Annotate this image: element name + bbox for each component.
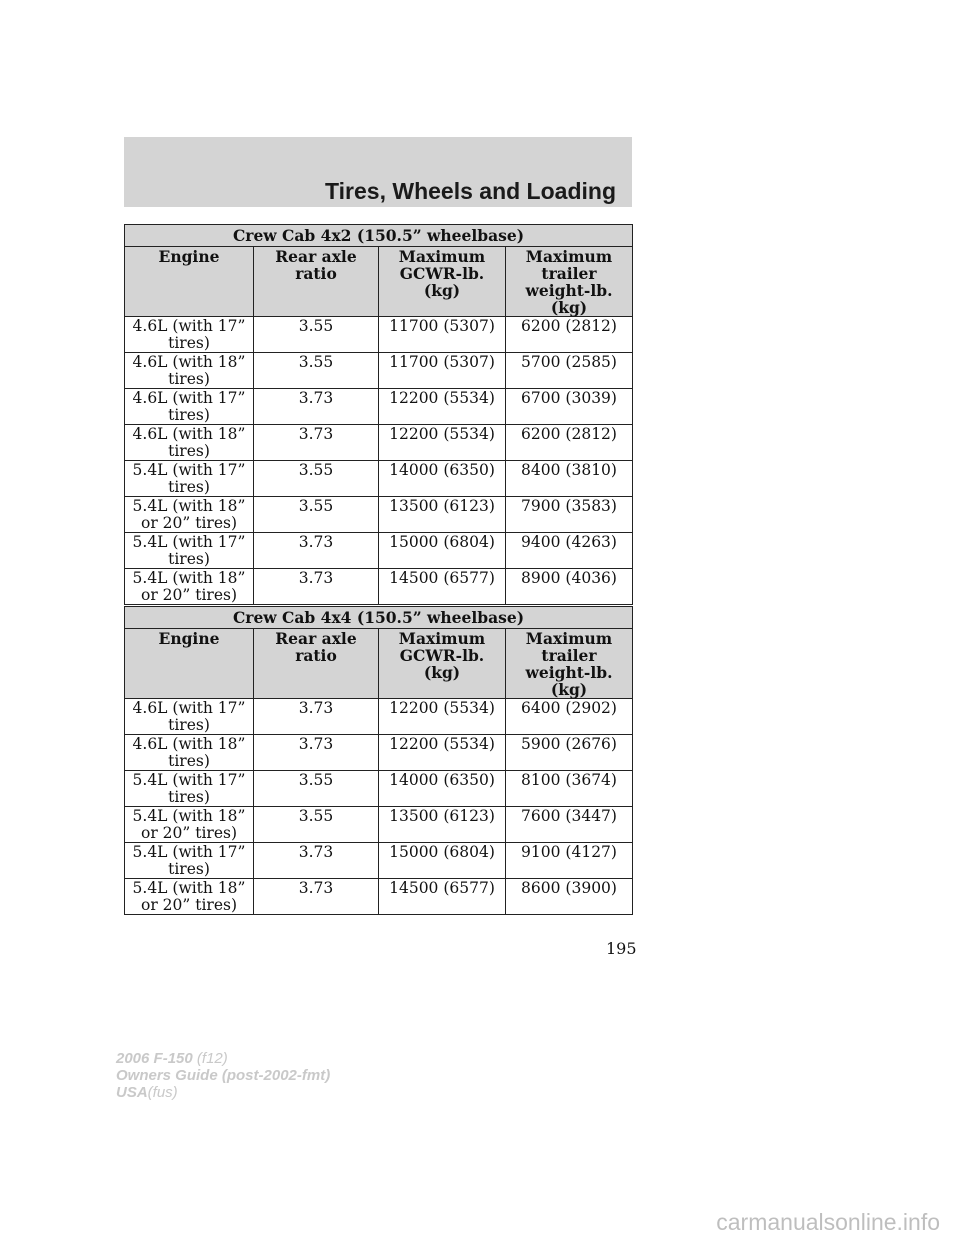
column-header-axle-ratio: Rear axle ratio [254,629,379,699]
gcwr-cell: 14500 (6577) [379,569,506,605]
footer-model-code: (f12) [196,1050,228,1067]
table-title: Crew Cab 4x2 (150.5” wheelbase) [125,225,633,247]
footer-region-code: (fus) [147,1084,178,1101]
axle-ratio-cell: 3.55 [254,807,379,843]
towing-table-crew-cab-4x2 [124,224,633,605]
document-footer [116,1050,330,1101]
axle-ratio-cell: 3.55 [254,771,379,807]
engine-cell: 4.6L (with 18” tires) [125,425,254,461]
watermark: carmanualsonline.info [716,1209,940,1235]
footer-guide-name: Owners Guide (post-2002-fmt) [116,1067,331,1084]
trailer-weight-cell: 9400 (4263) [506,533,633,569]
gcwr-cell: 12200 (5534) [379,699,506,735]
engine-cell: 5.4L (with 18” or 20” tires) [125,807,254,843]
table-row [125,569,633,605]
table-row [125,461,633,497]
axle-ratio-cell: 3.55 [254,317,379,353]
engine-cell: 4.6L (with 17” tires) [125,389,254,425]
table-row [125,879,633,915]
table-row [125,807,633,843]
table-row [125,533,633,569]
axle-ratio-cell: 3.73 [254,533,379,569]
trailer-weight-cell: 5700 (2585) [506,353,633,389]
trailer-weight-cell: 6700 (3039) [506,389,633,425]
engine-cell: 5.4L (with 18” or 20” tires) [125,569,254,605]
axle-ratio-cell: 3.73 [254,879,379,915]
column-header-gcwr: Maximum GCWR-lb. (kg) [379,247,506,317]
column-header-axle-ratio: Rear axle ratio [254,247,379,317]
column-header-gcwr: Maximum GCWR-lb. (kg) [379,629,506,699]
engine-cell: 5.4L (with 18” or 20” tires) [125,879,254,915]
engine-cell: 5.4L (with 17” tires) [125,461,254,497]
gcwr-cell: 15000 (6804) [379,533,506,569]
page-number: 195 [606,939,637,958]
gcwr-cell: 14500 (6577) [379,879,506,915]
trailer-weight-cell: 8600 (3900) [506,879,633,915]
table-row [125,699,633,735]
axle-ratio-cell: 3.73 [254,569,379,605]
engine-cell: 5.4L (with 17” tires) [125,771,254,807]
trailer-weight-cell: 8400 (3810) [506,461,633,497]
table-title: Crew Cab 4x4 (150.5” wheelbase) [125,607,633,629]
trailer-weight-cell: 8900 (4036) [506,569,633,605]
column-header-trailer-weight: Maximum trailer weight-lb. (kg) [506,629,633,699]
table-row [125,425,633,461]
engine-cell: 4.6L (with 18” tires) [125,353,254,389]
gcwr-cell: 15000 (6804) [379,843,506,879]
engine-cell: 4.6L (with 18” tires) [125,735,254,771]
axle-ratio-cell: 3.73 [254,699,379,735]
table-row [125,843,633,879]
trailer-weight-cell: 5900 (2676) [506,735,633,771]
axle-ratio-cell: 3.55 [254,353,379,389]
table-row [125,497,633,533]
engine-cell: 4.6L (with 17” tires) [125,699,254,735]
engine-cell: 4.6L (with 17” tires) [125,317,254,353]
trailer-weight-cell: 7600 (3447) [506,807,633,843]
column-header-engine: Engine [125,247,254,317]
section-title: Tires, Wheels and Loading [325,178,616,204]
section-header [124,137,632,207]
trailer-weight-cell: 6400 (2902) [506,699,633,735]
axle-ratio-cell: 3.73 [254,389,379,425]
axle-ratio-cell: 3.73 [254,735,379,771]
towing-table-crew-cab-4x4 [124,606,633,915]
column-header-trailer-weight: Maximum trailer weight-lb. (kg) [506,247,633,317]
gcwr-cell: 11700 (5307) [379,317,506,353]
axle-ratio-cell: 3.55 [254,461,379,497]
gcwr-cell: 12200 (5534) [379,425,506,461]
table-row [125,353,633,389]
axle-ratio-cell: 3.73 [254,843,379,879]
gcwr-cell: 13500 (6123) [379,807,506,843]
engine-cell: 5.4L (with 18” or 20” tires) [125,497,254,533]
gcwr-cell: 12200 (5534) [379,389,506,425]
footer-region: USA [116,1084,148,1101]
engine-cell: 5.4L (with 17” tires) [125,533,254,569]
footer-model: 2006 F-150 [116,1050,193,1067]
gcwr-cell: 11700 (5307) [379,353,506,389]
trailer-weight-cell: 7900 (3583) [506,497,633,533]
engine-cell: 5.4L (with 17” tires) [125,843,254,879]
table-row [125,735,633,771]
axle-ratio-cell: 3.73 [254,425,379,461]
trailer-weight-cell: 9100 (4127) [506,843,633,879]
gcwr-cell: 12200 (5534) [379,735,506,771]
trailer-weight-cell: 6200 (2812) [506,317,633,353]
gcwr-cell: 14000 (6350) [379,771,506,807]
trailer-weight-cell: 8100 (3674) [506,771,633,807]
table-row [125,317,633,353]
gcwr-cell: 13500 (6123) [379,497,506,533]
column-header-engine: Engine [125,629,254,699]
table-row [125,389,633,425]
trailer-weight-cell: 6200 (2812) [506,425,633,461]
table-row [125,771,633,807]
gcwr-cell: 14000 (6350) [379,461,506,497]
axle-ratio-cell: 3.55 [254,497,379,533]
